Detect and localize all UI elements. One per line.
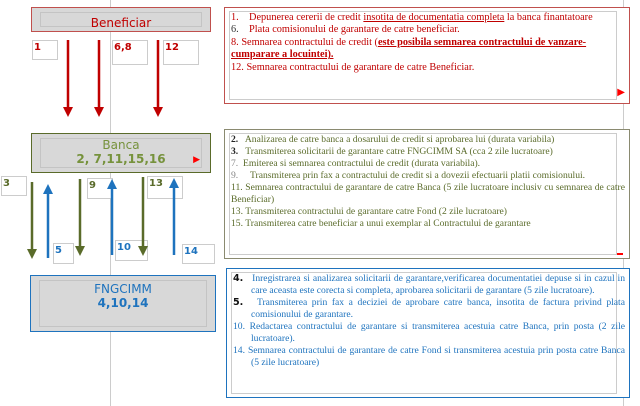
step-11: 11. Semnarea contractului de garantare de catre Banca (5 zile lucratoare inclusiv cu semnarea de catre Beneficiar) (231, 182, 625, 205)
label-12: 12 (163, 40, 199, 65)
fngcimm-steps-box (226, 268, 630, 398)
step-8: 8. Semnarea contractului de credit (este posibila semnarea contractului de vanzare-cumparare a locuintei). (231, 36, 587, 61)
play-icon: ▶ (193, 155, 200, 165)
banca-steps-box (224, 129, 630, 259)
fngcimm-title: FNGCIMM (94, 282, 152, 296)
label-1: 1 (32, 40, 58, 60)
banca-steps: 2, 7,11,15,16 (76, 152, 166, 166)
red-marker (617, 253, 623, 255)
label-6-8: 6,8 (112, 40, 148, 65)
step-15: 15. Transmiterea catre beneficiar a unui exemplar al Contractului de garantare (231, 218, 531, 229)
label-3: 3 (1, 176, 27, 196)
beneficiar-steps-box (224, 7, 630, 104)
beneficiar-title: Beneficiar (90, 16, 152, 30)
step-9: 9. Transmiterea prin fax a contractului de credit si a dovezii efectuarii platii comisionului. (231, 170, 586, 181)
step-2: 2. Analizarea de catre banca a dosarului de credit si aprobarea lui (durata variabila) (231, 134, 555, 145)
step-10: 10. Redactarea contractului de garantare si transmiterea acestuia catre Banca, prin posta (2 zile lucratoare). (233, 321, 625, 344)
arrows (0, 0, 230, 406)
label-13: 13 (147, 176, 183, 199)
step-7: 7. Emiterea si semnarea contractului de credit (durata variabila). (231, 158, 481, 169)
step-12: 12. Semnarea contractului de garantare de catre Beneficiar. (231, 61, 475, 73)
step-6: 6. Plata comisionului de garantare de catre beneficiar. (231, 24, 460, 36)
label-14: 14 (182, 244, 215, 264)
step-4: 4. Inregistrarea si analizarea solicitarii de garantare,verificarea documentatiei depuse si in cazul in care aceasta este corecta si completa, aprobarea solicitarii de garantare (5 zile lucratoare). (233, 273, 625, 296)
label-5: 5 (53, 243, 74, 264)
step-3: 3. Transmiterea solicitarii de garantare catre FNGCIMM SA (cca 2 zile lucratoare) (231, 146, 553, 157)
step-13: 13. Transmiterea contractului de garantare catre Fond (2 zile lucratoare) (231, 206, 507, 217)
label-9: 9 (87, 178, 113, 199)
step-1: 1. Depunerea cererii de credit insotita de documentatia completa la banca finantatoare (231, 12, 593, 23)
step-14: 14. Semnarea contractului de garantare de catre Fond si transmiterea acestuia prin posta catre Banca (5 zile lucratoare) (233, 345, 625, 368)
fngcimm-steps: 4,10,14 (97, 296, 149, 310)
label-10: 10 (115, 240, 148, 261)
banca-title: Banca (102, 138, 140, 152)
play-icon[interactable]: ▶ (617, 86, 625, 98)
step-5: 5. Transmiterea prin fax a deciziei de aprobare catre banca, insotita de factura privind plata comisionului de garantare. (233, 297, 625, 320)
